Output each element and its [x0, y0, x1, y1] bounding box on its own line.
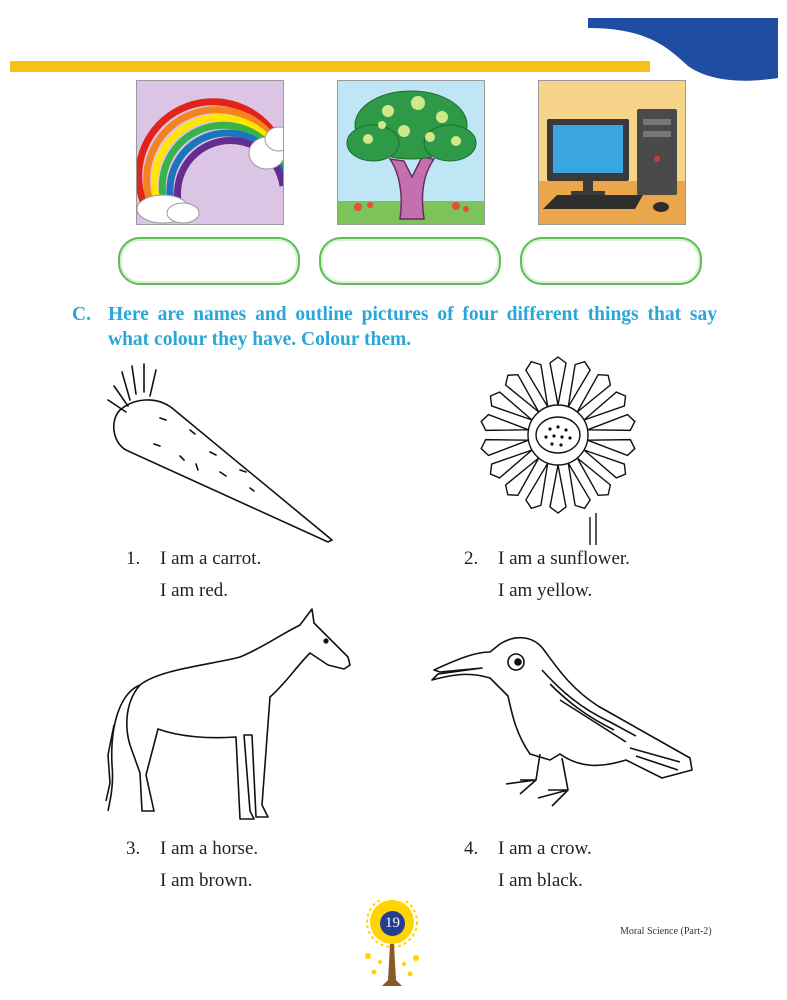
book-title: Moral Science (Part-2) — [620, 926, 712, 937]
item-2-line2: I am yellow. — [498, 580, 593, 601]
item-3-line2: I am brown. — [160, 870, 253, 891]
answer-box-rainbow[interactable] — [118, 237, 300, 285]
item-1-number: 1. — [126, 548, 141, 569]
header-yellow-bar — [10, 61, 650, 72]
sunflower-outline — [458, 355, 658, 545]
crow-outline — [430, 630, 700, 820]
rainbow-picture — [136, 80, 284, 225]
carrot-outline — [100, 360, 340, 550]
item-2-caption — [464, 543, 630, 607]
item-3-number: 3. — [126, 838, 141, 859]
item-3-line1: I am a horse. — [160, 838, 259, 859]
item-1-line1: I am a carrot. — [160, 548, 262, 569]
computer-picture — [538, 80, 686, 225]
item-2-line1: I am a sunflower. — [498, 548, 630, 569]
item-1-line2: I am red. — [160, 580, 229, 601]
item-2-number: 2. — [464, 548, 479, 569]
page-number: 19 — [380, 911, 405, 936]
answer-box-tree[interactable] — [319, 237, 501, 285]
answer-box-computer[interactable] — [520, 237, 702, 285]
section-letter: C. — [72, 304, 91, 325]
header-blue-corner — [588, 18, 778, 82]
item-1-caption — [126, 543, 261, 607]
item-4-number: 4. — [464, 838, 479, 859]
tree-picture — [337, 80, 485, 225]
section-instruction: Here are names and outline pictures of four different things that say what colour they have. Colour them. — [108, 304, 717, 350]
horse-outline — [100, 605, 360, 825]
item-4-line1: I am a crow. — [498, 838, 592, 859]
item-3-caption — [126, 833, 258, 897]
item-4-caption — [464, 833, 592, 897]
item-4-line2: I am black. — [498, 870, 583, 891]
section-c-heading — [72, 302, 717, 352]
